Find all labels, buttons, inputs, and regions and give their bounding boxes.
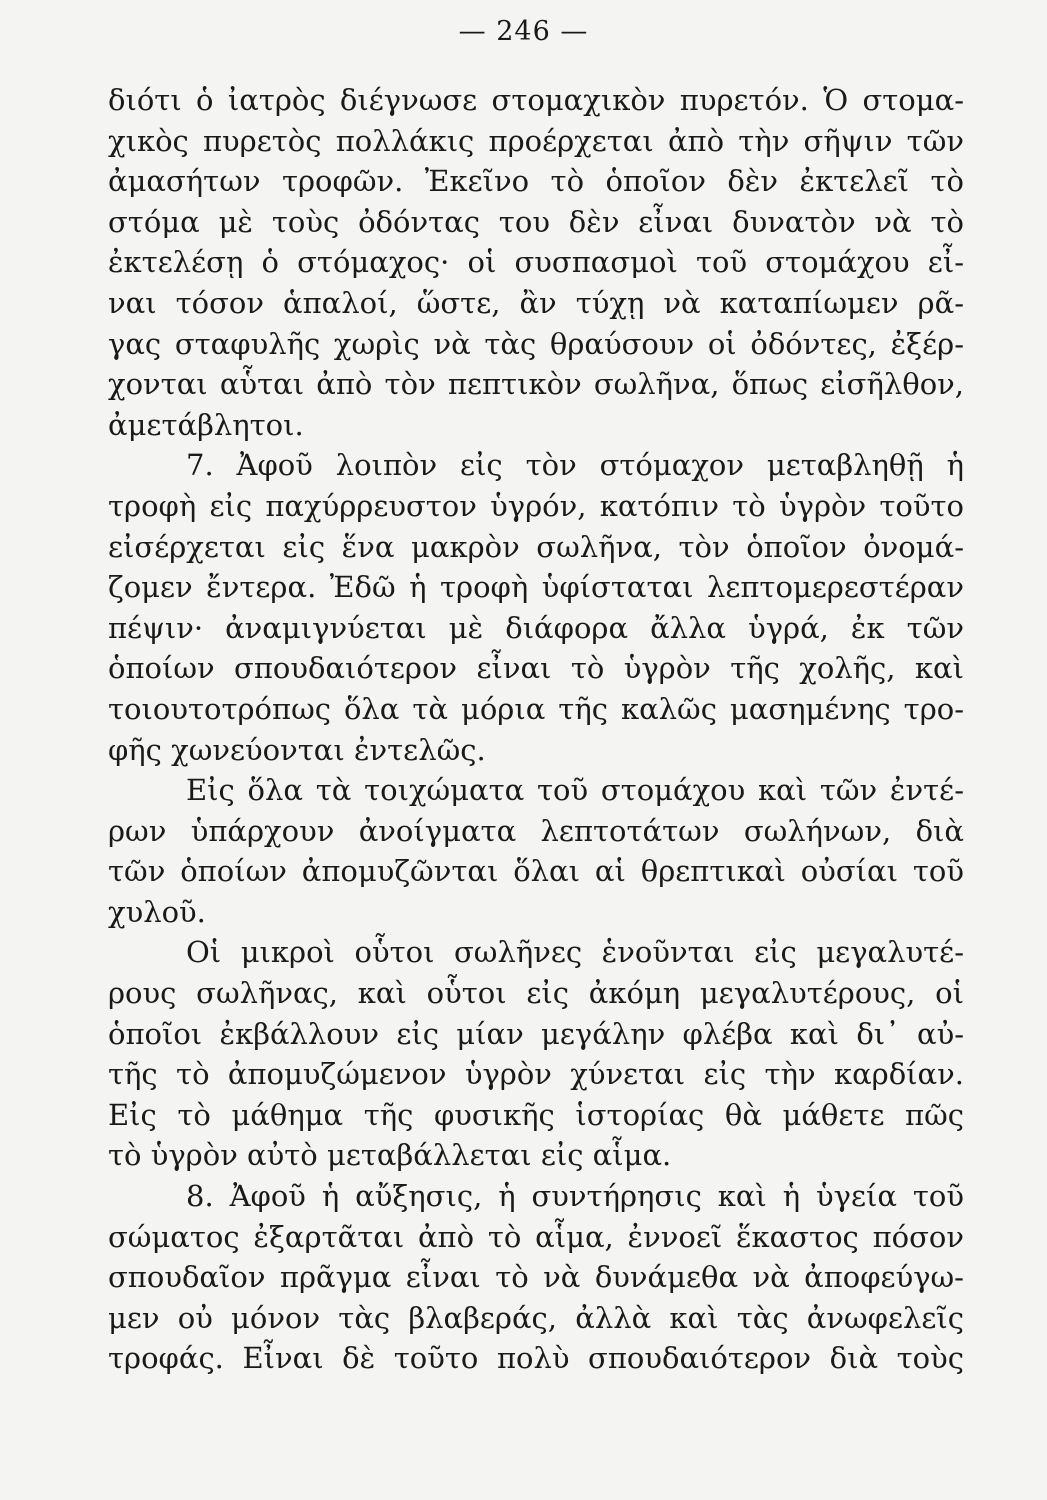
text-line: χονται αὗται ἀπὸ τὸν πεπτικὸν σωλῆνα, ὅπως εἰσῆλθον, — [108, 367, 964, 402]
text-line: ζομεν ἔντερα. Ἐδῶ ἡ τροφὴ ὑφίσταται λεπτομερεστέραν — [108, 570, 964, 605]
text-line: τροφάς. Εἶναι δὲ τοῦτο πολὺ σπουδαιότερον διὰ τοὺς — [108, 1341, 964, 1376]
text-line: ρων ὑπάρχουν ἀνοίγματα λεπτοτάτων σωλήνων, διὰ — [108, 813, 964, 848]
text-line: τὸ ὑγρὸν αὐτὸ μεταβάλλεται εἰς αἷμα. — [108, 1138, 672, 1173]
text-line: ναι τόσον ἁπαλοί, ὥστε, ἂν τύχῃ νὰ καταπίωμεν ρᾶ- — [108, 285, 964, 320]
body-text — [108, 80, 964, 1379]
text-line: γας σταφυλῆς χωρὶς νὰ τὰς θραύσουν οἱ ὀδόντες, ἐξέρ- — [108, 326, 964, 361]
text-line: σώματος ἐξαρτᾶται ἀπὸ τὸ αἷμα, ἐννοεῖ ἕκαστος πόσον — [108, 1219, 964, 1254]
text-line: τροφὴ εἰς παχύρρευστον ὑγρόν, κατόπιν τὸ ὑγρὸν τοῦτο — [108, 488, 964, 523]
text-line: χικὸς πυρετὸς πολλάκις προέρχεται ἀπὸ τὴν σῆψιν τῶν — [108, 123, 964, 158]
text-line: Οἱ μικροὶ οὗτοι σωλῆνες ἑνοῦνται εἰς μεγαλυτέ- — [186, 935, 964, 970]
text-line: Εἰς ὅλα τὰ τοιχώματα τοῦ στομάχου καὶ τῶν ἐντέ- — [186, 773, 964, 808]
text-line: ἐκτελέσῃ ὁ στόμαχος· οἱ συσπασμοὶ τοῦ στομάχου εἶ- — [108, 245, 964, 280]
text-line: ρους σωλῆνας, καὶ οὗτοι εἰς ἀκόμη μεγαλυτέρους, οἱ — [108, 976, 964, 1011]
page-number: — 246 — — [458, 16, 589, 47]
text-line: εἰσέρχεται εἰς ἕνα μακρὸν σωλῆνα, τὸν ὁποῖον ὀνομά- — [108, 529, 964, 564]
text-line: τοιουτοτρόπως ὅλα τὰ μόρια τῆς καλῶς μασημένης τρο- — [108, 691, 964, 726]
text-line: ὁποίων σπουδαιότερον εἶναι τὸ ὑγρὸν τῆς χολῆς, καὶ — [108, 651, 964, 686]
text-line: ἀμασήτων τροφῶν. Ἐκεῖνο τὸ ὁποῖον δὲν ἐκτελεῖ τὸ — [108, 164, 964, 199]
text-line: στόμα μὲ τοὺς ὀδόντας του δὲν εἶναι δυνατὸν νὰ τὸ — [108, 204, 964, 239]
text-line: ἀμετάβλητοι. — [108, 407, 304, 442]
text-line: διότι ὁ ἰατρὸς διέγνωσε στομαχικὸν πυρετόν. Ὁ στομα- — [108, 83, 964, 117]
text-line: Εἰς τὸ μάθημα τῆς φυσικῆς ἱστορίας θὰ μάθετε πῶς — [108, 1097, 964, 1132]
text-line: 7. Ἀφοῦ λοιπὸν εἰς τὸν στόμαχον μεταβληθῇ ἡ — [186, 448, 964, 483]
text-line: ὁποῖοι ἐκβάλλουν εἰς μίαν μεγάλην φλέβα καὶ δι᾽ αὐ- — [108, 1016, 964, 1051]
text-line: φῆς χωνεύονται ἐντελῶς. — [108, 732, 486, 767]
text-line: σπουδαῖον πρᾶγμα εἶναι τὸ νὰ δυνάμεθα νὰ ἀποφεύγω- — [108, 1260, 964, 1295]
text-line: 8. Ἀφοῦ ἡ αὔξησις, ἡ συντήρησις καὶ ἡ ὑγεία τοῦ — [186, 1179, 964, 1214]
text-line: τῆς τὸ ἀπομυζώμενον ὑγρὸν χύνεται εἰς τὴν καρδίαν. — [108, 1057, 964, 1092]
text-line: μεν οὐ μόνον τὰς βλαβεράς, ἀλλὰ καὶ τὰς ἀνωφελεῖς — [108, 1300, 964, 1335]
text-line: πέψιν· ἀναμιγνύεται μὲ διάφορα ἄλλα ὑγρά, ἐκ τῶν — [108, 610, 964, 645]
text-line: τῶν ὁποίων ἀπομυζῶνται ὅλαι αἱ θρεπτικαὶ οὐσίαι τοῦ — [108, 854, 964, 889]
text-line: χυλοῦ. — [108, 894, 206, 929]
